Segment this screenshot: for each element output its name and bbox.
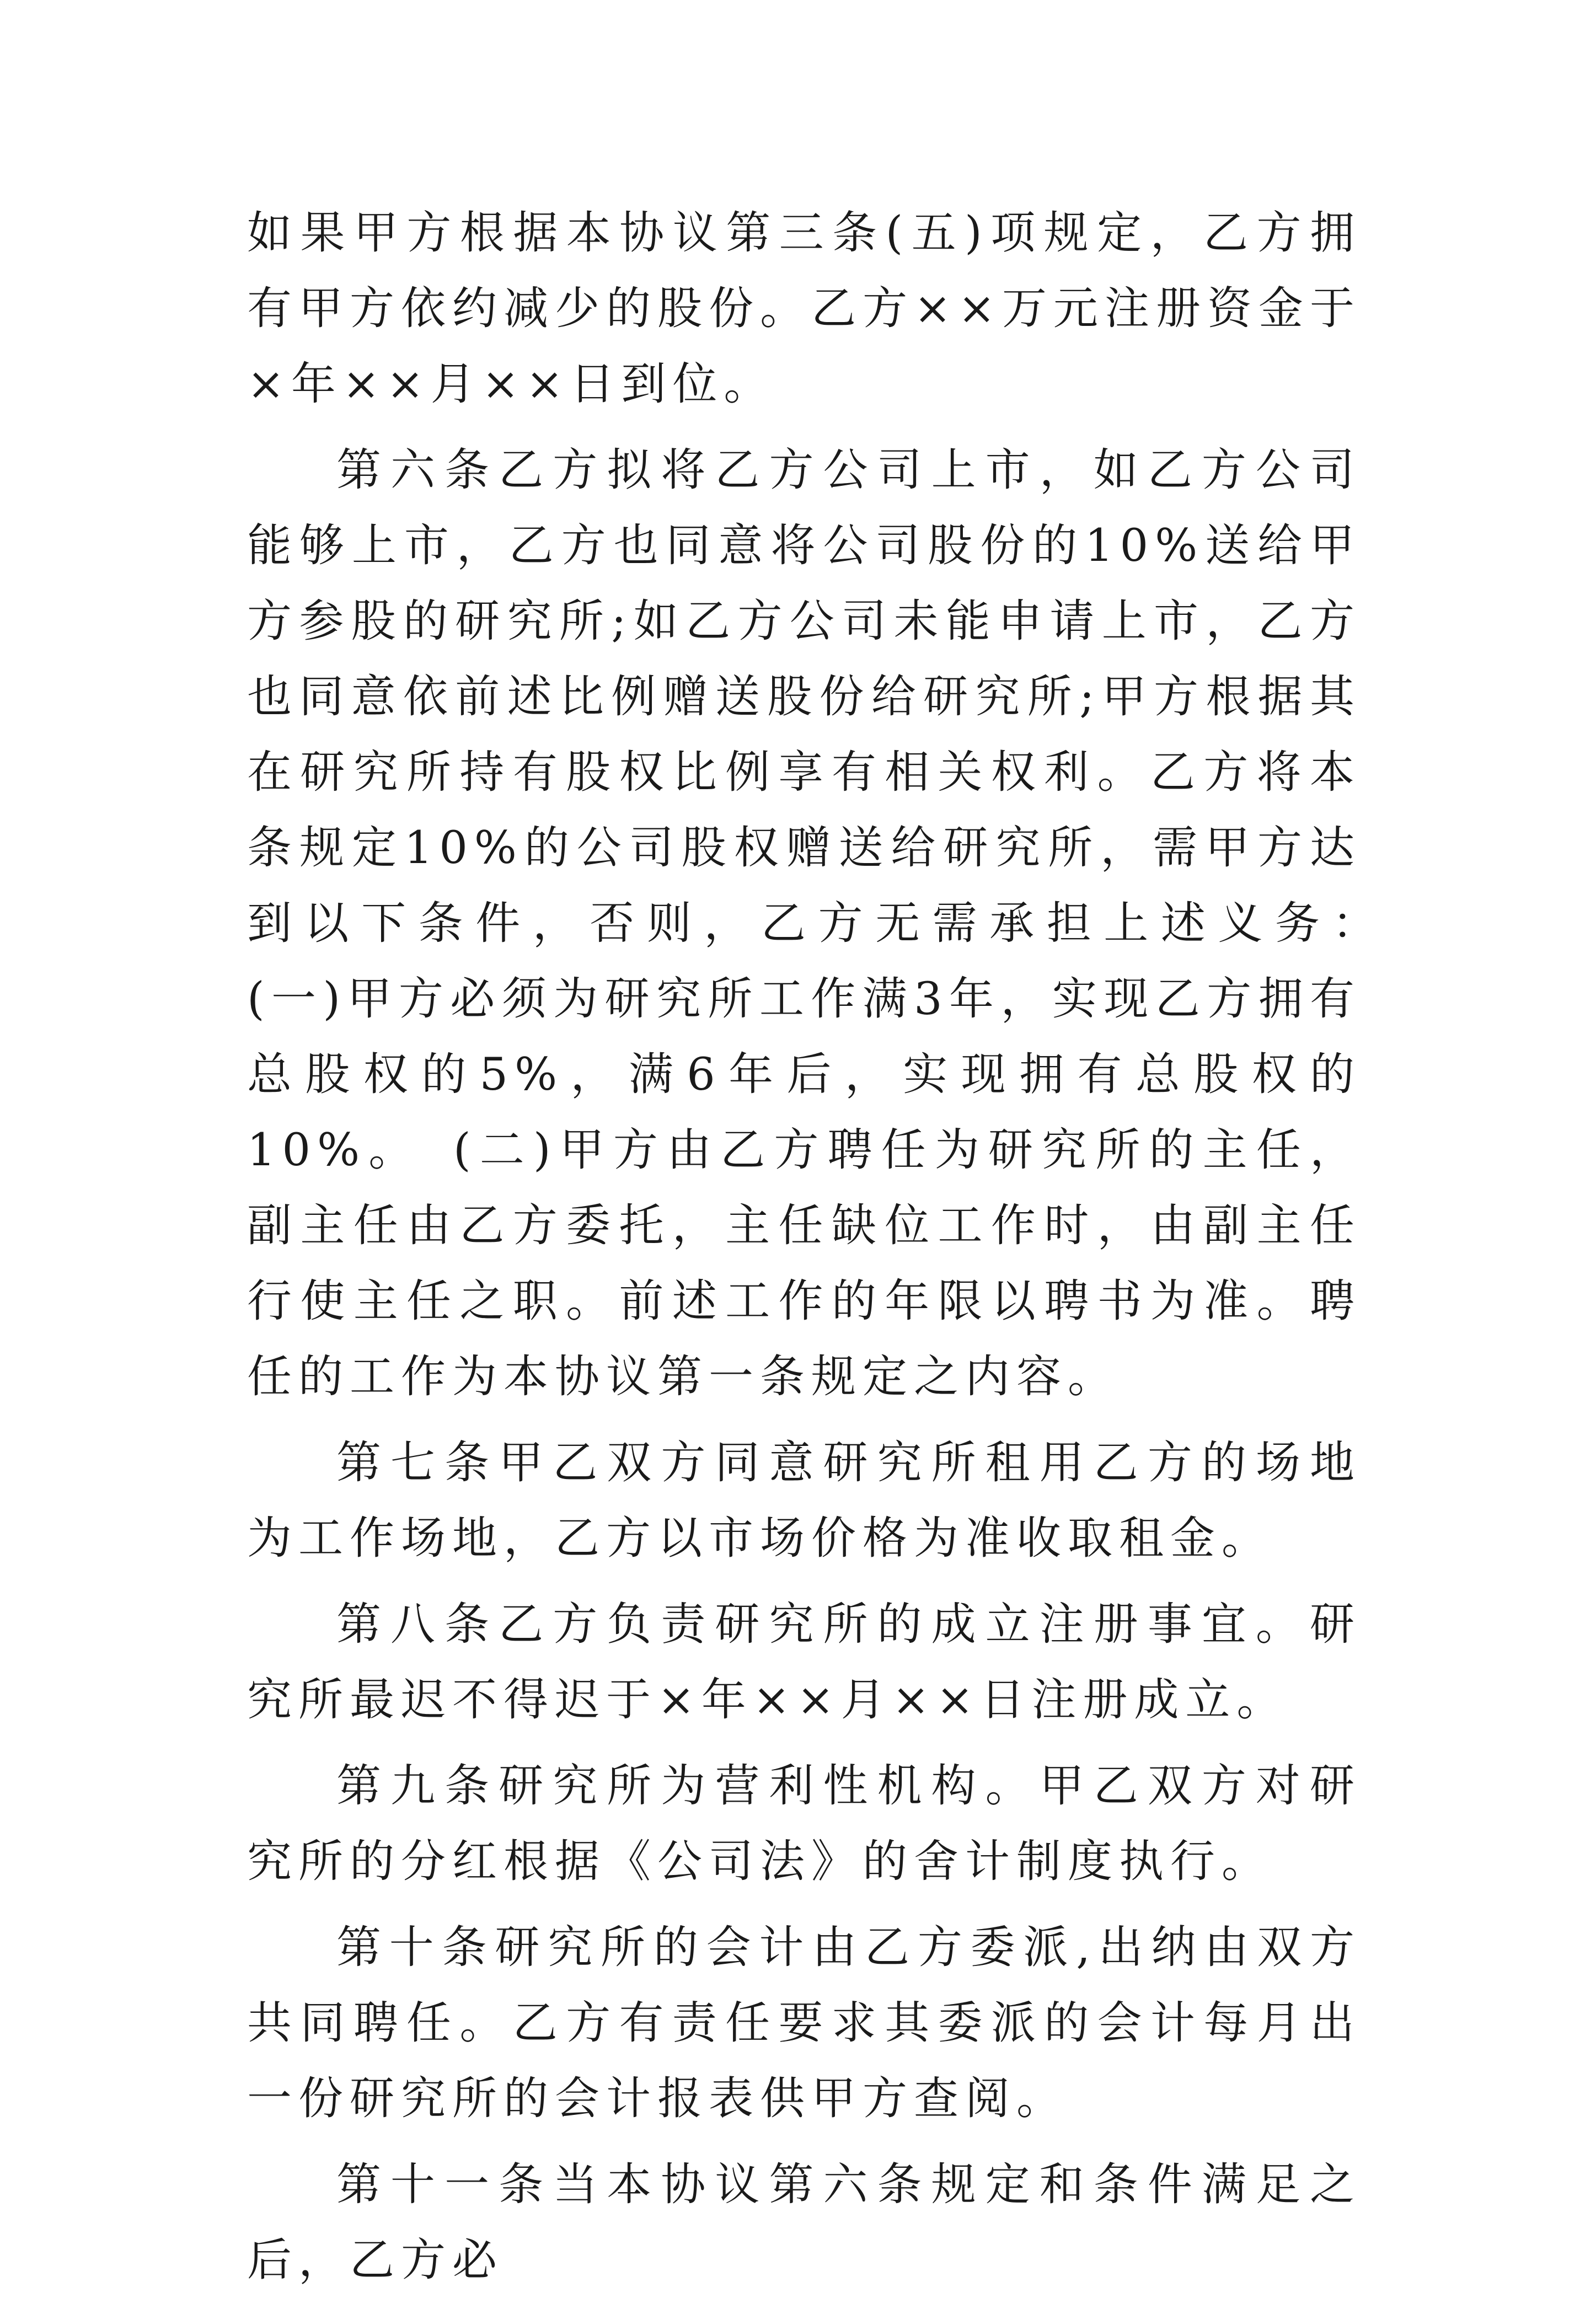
paragraph-article-9: 第九条研究所为营利性机构。甲乙双方对研究所的分红根据《公司法》的舍计制度执行。 — [247, 1760, 1361, 1888]
document-body — [247, 196, 1413, 2309]
paragraph-continuation: 如果甲方根据本协议第三条(五)项规定，乙方拥有甲方依约减少的股份。乙方××万元注册资金于×年××月××日到位。 — [247, 207, 1361, 410]
paragraph-article-8: 第八条乙方负责研究所的成立注册事宜。研究所最迟不得迟于×年××月××日注册成立。 — [247, 1599, 1361, 1726]
paragraph-article-10: 第十条研究所的会计由乙方委派,出纳由双方共同聘任。乙方有责任要求其委派的会计每月出一份研究所的会计报表供甲方查阅。 — [247, 1922, 1361, 2125]
paragraph-article-7: 第七条甲乙双方同意研究所租用乙方的场地为工作场地，乙方以市场价格为准收取租金。 — [247, 1437, 1361, 1565]
paragraph-article-11: 第十一条当本协议第六条规定和条件满足之后，乙方必 — [247, 2159, 1361, 2286]
paragraph-article-6: 第六条乙方拟将乙方公司上市，如乙方公司能够上市，乙方也同意将公司股份的10%送给甲方参股的研究所;如乙方公司未能申请上市，乙方也同意依前述比例赠送股份给研究所;甲方根据其在研究所持有股权比例享有相关权利。乙方将本条规定10%的公司股权赠送给研究所，需甲方达到以下条件，否则，乙方无需承担上述义务： (一)甲方必须为研究所工作满3年，实现乙方拥有总股权的5%，满6年后，实现拥有总股权的10%。 (二)甲方由乙方聘任为研究所的主任，副主任由乙方委托，主任缺位工作时，由副主任行使主任之职。前述工作的年限以聘书为准。聘任的工作为本协议第一条规定之内容。 — [247, 444, 1413, 1403]
